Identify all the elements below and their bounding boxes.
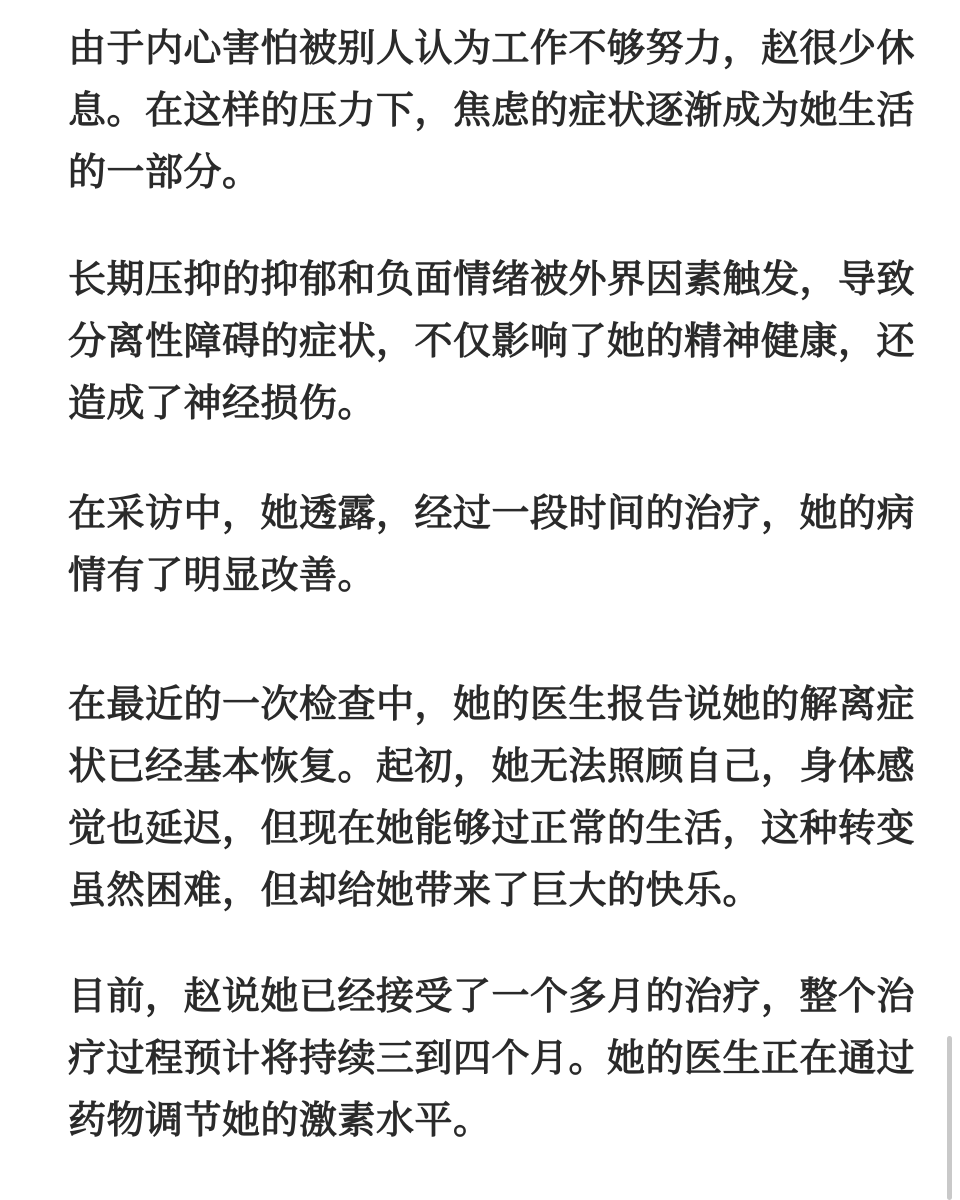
paragraph-line: 息。在这样的压力下，焦虑的症状逐渐成为她生活	[68, 88, 916, 132]
paragraph-line: 分离性障碍的症状，不仅影响了她的精神健康，还	[68, 319, 916, 363]
paragraph-line: 由于内心害怕被别人认为工作不够努力，赵很少休	[68, 26, 916, 70]
paragraph-1	[68, 17, 915, 203]
paragraph-line: 状已经基本恢复。起初，她无法照顾自己，身体感	[68, 744, 916, 788]
paragraph-line: 药物调节她的激素水平。	[68, 1098, 492, 1142]
paragraph-3	[68, 482, 915, 606]
paragraph-line: 疗过程预计将持续三到四个月。她的医生正在通过	[68, 1036, 916, 1080]
paragraph-line: 在最近的一次检查中，她的医生报告说她的解离症	[68, 682, 916, 726]
paragraph-line: 造成了神经损伤。	[68, 381, 377, 425]
paragraph-line: 觉也延迟，但现在她能够过正常的生活，这种转变	[68, 806, 916, 850]
paragraph-line: 长期压抑的抑郁和负面情绪被外界因素触发，导致	[68, 257, 916, 301]
paragraph-5	[68, 965, 915, 1151]
paragraph-2	[68, 248, 915, 434]
paragraph-line: 情有了明显改善。	[68, 553, 377, 597]
paragraph-line: 目前，赵说她已经接受了一个多月的治疗，整个治	[68, 974, 916, 1018]
paragraph-line: 在采访中，她透露，经过一段时间的治疗，她的病	[68, 491, 916, 535]
paragraph-line: 虽然困难，但却给她带来了巨大的快乐。	[68, 868, 762, 912]
vertical-scrollbar[interactable]	[947, 1036, 952, 1200]
paragraph-line: 的一部分。	[68, 150, 261, 194]
paragraph-4	[68, 673, 915, 921]
